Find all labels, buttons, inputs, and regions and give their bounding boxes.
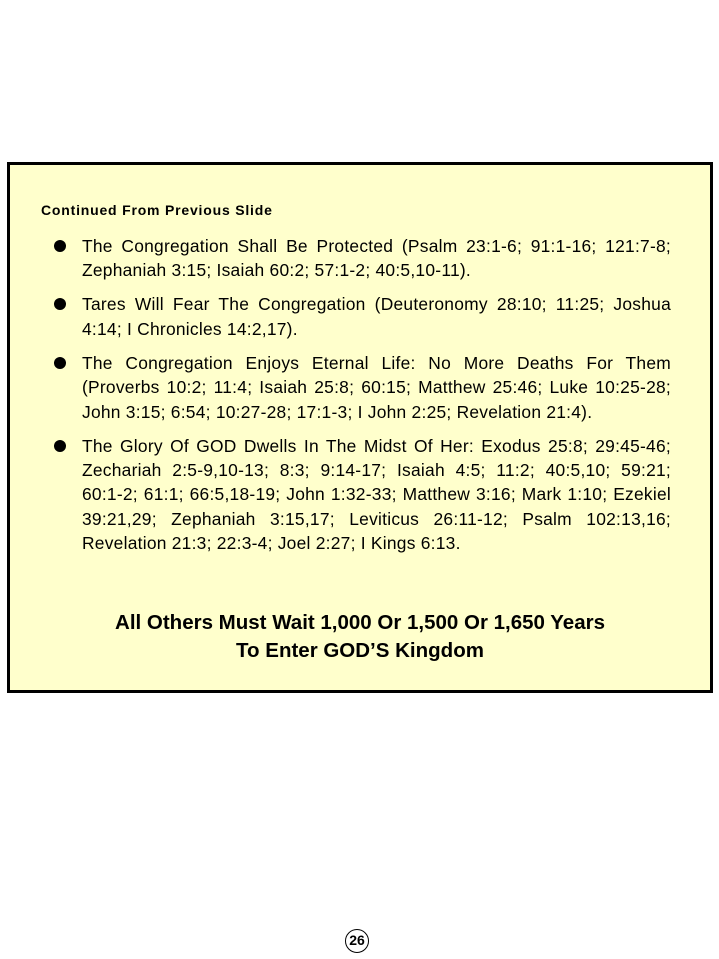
slide-box bbox=[7, 162, 713, 693]
bullet-item bbox=[10, 434, 710, 556]
closing-line-1: All Others Must Wait 1,000 Or 1,500 Or 1,650 Years bbox=[115, 611, 605, 634]
bullet-dot-icon bbox=[54, 357, 66, 369]
closing-line-2: To Enter GOD’S Kingdom bbox=[236, 638, 484, 662]
bullet-item bbox=[10, 351, 710, 424]
bullet-text: Tares Will Fear The Congregation (Deuteronomy 28:10; 11:25; Joshua 4:14; I Chronicles 14:2,17). bbox=[82, 294, 671, 339]
bullet-text: The Congregation Enjoys Eternal Life: No More Deaths For Them (Proverbs 10:2; 11:4; Isaiah 25:8; 60:15; Matthew 25:46; Luke 10:25-28; John 3:15; 6:54; 10:27-28; 17:1-3; I John 2:25; Revelation 21:4). bbox=[82, 352, 671, 422]
closing-statement bbox=[10, 609, 710, 664]
bullet-list bbox=[10, 234, 710, 565]
bullet-text: The Congregation Shall Be Protected (Psalm 23:1-6; 91:1-16; 121:7-8; Zephaniah 3:15; Isaiah 60:2; 57:1-2; 40:5,10-11). bbox=[82, 236, 671, 281]
bullet-text: The Glory Of GOD Dwells In The Midst Of Her: Exodus 25:8; 29:45-46; Zechariah 2:5-9,10-13; 8:3; 9:14-17; Isaiah 4:5; 11:2; 40:5,10; 59:21; 60:1-2; 61:1; 66:5,18-19; John 1:32-33; Matthew 3:16; Mark 1:10; Ezekiel 39:21,29; Zephaniah 3:15,17; Leviticus 26:11-12; Psalm 102:13,16; Revelation 21:3; 22:3-4; Joel 2:27; I Kings 6:13. bbox=[82, 435, 671, 554]
page-number-badge: 26 bbox=[345, 929, 369, 953]
continued-label: Continued From Previous Slide bbox=[41, 202, 273, 218]
bullet-dot-icon bbox=[54, 298, 66, 310]
bullet-dot-icon bbox=[54, 240, 66, 252]
bullet-item bbox=[10, 234, 710, 283]
bullet-dot-icon bbox=[54, 440, 66, 452]
bullet-item bbox=[10, 292, 710, 341]
